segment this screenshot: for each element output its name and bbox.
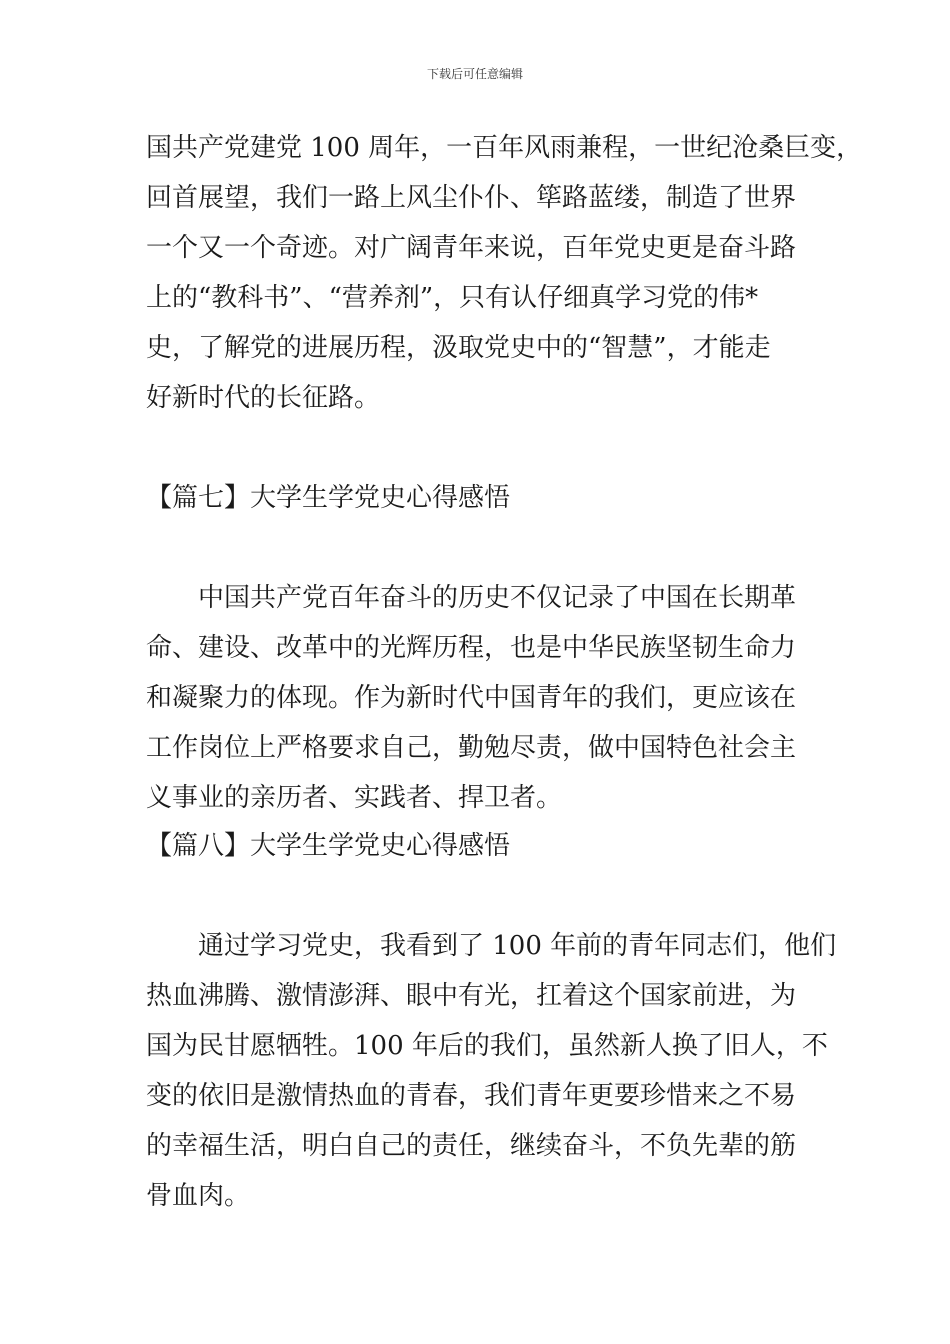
paragraph-line: 回首展望，我们一路上风尘仆仆、筚路蓝缕，制造了世界 — [146, 183, 797, 213]
paragraph-line: 工作岗位上严格要求自己，勤勉尽责，做中国特色社会主 — [146, 733, 797, 763]
page-header: 下载后可任意编辑 — [426, 67, 523, 81]
paragraph-line: 上的“教科书”、“营养剂”，只有认仔细真学习党的伟* — [146, 283, 759, 313]
section-title: 【篇七】大学生学党史心得感悟 — [146, 483, 511, 513]
section-title: 【篇八】大学生学党史心得感悟 — [146, 831, 511, 861]
paragraph-line: 义事业的亲历者、实践者、捍卫者。 — [146, 783, 563, 813]
paragraph-line: 国共产党建党 100 周年，一百年风雨兼程，一世纪沧桑巨变， — [146, 133, 863, 163]
paragraph-line: 骨血肉。 — [146, 1181, 251, 1211]
paragraph-line: 的幸福生活，明白自己的责任，继续奋斗，不负先辈的筋 — [146, 1131, 797, 1161]
paragraph-line: 好新时代的长征路。 — [146, 383, 381, 413]
paragraph-line: 国为民甘愿牺牲。100 年后的我们，虽然新人换了旧人，不 — [146, 1031, 828, 1061]
paragraph-line: 热血沸腾、激情澎湃、眼中有光，扛着这个国家前进，为 — [146, 981, 797, 1011]
paragraph-line: 史，了解党的进展历程，汲取党史中的“智慧”，才能走 — [146, 333, 771, 363]
paragraph-line: 中国共产党百年奋斗的历史不仅记录了中国在长期革 — [198, 583, 797, 613]
paragraph-line: 一个又一个奇迹。对广阔青年来说，百年党史更是奋斗路 — [146, 233, 797, 263]
paragraph-line: 通过学习党史，我看到了 100 年前的青年同志们，他们 — [198, 931, 837, 961]
paragraph-line: 变的依旧是激情热血的青春，我们青年更要珍惜来之不易 — [146, 1081, 797, 1111]
paragraph-line: 和凝聚力的体现。作为新时代中国青年的我们，更应该在 — [146, 683, 797, 713]
paragraph-line: 命、建设、改革中的光辉历程，也是中华民族坚韧生命力 — [146, 633, 797, 663]
